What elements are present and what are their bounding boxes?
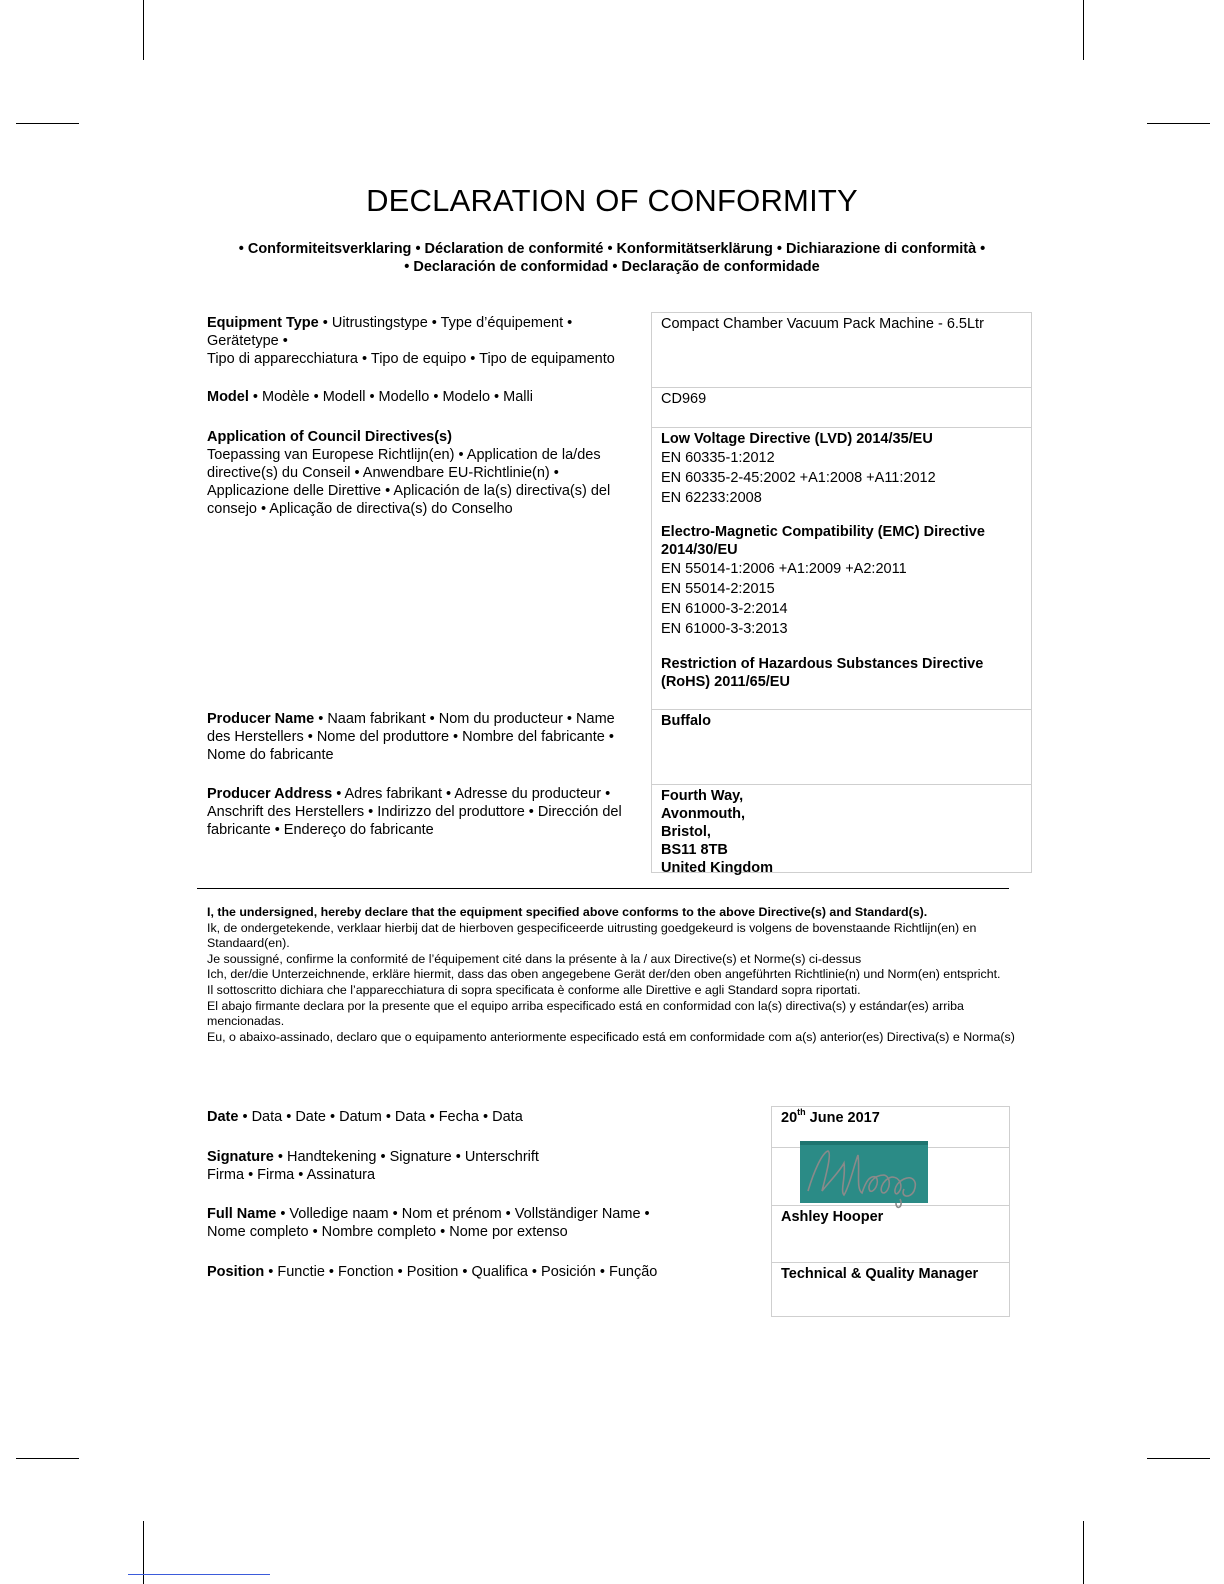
crop-mark [143,0,144,60]
crop-mark [16,1458,79,1459]
directives-value [651,427,1032,709]
standard: EN 55014-2:2015 [661,581,775,597]
subtitle-line: • Declaración de conformidad • Declaração de conformidade [404,259,820,275]
address-line: Bristol, [661,824,711,840]
crop-mark [1147,123,1210,124]
address-line: Avonmouth, [661,806,746,822]
standard: EN 61000-3-2:2014 [661,601,788,617]
date-label: Date • Data • Date • Datum • Data • Fecha • Data [207,1109,523,1125]
declaration-paragraph: Ik, de ondergetekende, verklaar hierbij dat de hierboven gespecificeerde uitrusting goedgekeurd is volgens de bovenstaande Richtlijn(en) en Standaard(en). [207,920,977,951]
declaration-text [207,905,1022,1045]
position-label: Position • Functie • Fonction • Position • Qualifica • Posición • Função [207,1264,658,1280]
producer-name-label: Producer Name • Naam fabrikant • Nom du producteur • Name des Herstellers • Nome del produttore • Nombre del fabricante • Nome do fabricante [207,711,615,763]
directives-label: Application of Council Directives(s) Toepassing van Europese Richtlijn(en) • Application de la/des directive(s) du Conseil • Anwendbare EU-Richtlinie(n) • Applicazione delle Direttive • Aplicación de la(s) directiva(s) del consejo • Aplicação de directiva(s) do Conselho [207,429,611,517]
equipment-type-label: Equipment Type • Uitrustingstype • Type d’équipement • Gerätetype • Tipo di apparecchiatura • Tipo de equipo • Tipo de equipamento [207,315,615,367]
producer-address-label: Producer Address • Adres fabrikant • Adresse du producteur • Anschrift des Herstellers • Indirizzo del produttore • Dirección del fabricante • Endereço do fabricante [207,786,622,838]
crop-mark [1083,0,1084,60]
subtitle-line: • Conformiteitsverklaring • Déclaration de conformité • Konformitätserklärung • Dichiarazione di conformità • [238,241,986,257]
lvd-title: Low Voltage Directive (LVD) 2014/35/EU [661,431,933,447]
page-subtitle [190,240,1034,276]
crop-mark [1147,1458,1210,1459]
declaration-paragraph: Eu, o abaixo-assinado, declaro que o equipamento anteriormente especificado está em conformidade com a(s) anterior(es) Directiva(s) e Norma(s) [207,1029,1015,1044]
producer-name-value: Buffalo [651,709,1032,784]
standard: EN 60335-2-45:2002 +A1:2008 +A11:2012 [661,470,936,486]
page-title: DECLARATION OF CONFORMITY [366,183,858,218]
crop-mark [1083,1521,1084,1584]
equipment-type-value: Compact Chamber Vacuum Pack Machine - 6.5Ltr [651,312,1032,387]
section-divider [197,888,1009,889]
producer-address-value [651,784,1032,876]
address-line: BS11 8TB [661,842,728,858]
page-edge-line [128,1574,270,1575]
model-label: Model • Modèle • Modell • Modello • Modelo • Malli [207,389,533,405]
emc-title: Electro-Magnetic Compatibility (EMC) Directive 2014/30/EU [661,524,985,558]
position-value: Technical & Quality Manager [771,1262,1010,1317]
declaration-paragraph: El abajo firmante declara por la presente que el equipo arriba especificado está en conformidad con la(s) directiva(s) y estándar(es) arriba mencionadas. [207,998,964,1029]
standard: EN 62233:2008 [661,490,762,506]
address-line: Fourth Way, [661,788,744,804]
address-line: United Kingdom [661,860,773,876]
standard: EN 55014-1:2006 +A1:2009 +A2:2011 [661,561,907,577]
crop-mark [16,123,79,124]
signature-image [800,1141,928,1209]
date-value: 20th June 2017 [771,1106,1010,1147]
declaration-paragraph: Je soussigné, confirme la conformité de l’équipement cité dans la présente à la / aux Directive(s) et Norme(s) ci-dessus [207,951,862,966]
full-name-label: Full Name • Volledige naam • Nom et prénom • Vollständiger Name • Nome completo • Nombre completo • Nome por extenso [207,1206,650,1240]
standard: EN 61000-3-3:2013 [661,621,788,637]
full-name-value: Ashley Hooper [771,1205,1010,1262]
model-value: CD969 [651,387,1032,427]
rohs-title: Restriction of Hazardous Substances Directive (RoHS) 2011/65/EU [661,656,984,690]
declaration-paragraph: I, the undersigned, hereby declare that the equipment specified above conforms to the above Directive(s) and Standard(s). [207,905,928,919]
standard: EN 60335-1:2012 [661,450,775,466]
declaration-paragraph: Ich, der/die Unterzeichnende, erkläre hiermit, dass das oben angegebene Gerät der/den oben angeführten Richtlinie(n) und Norm(en) entspricht. [207,967,1001,982]
signature-label: Signature • Handtekening • Signature • Unterschrift Firma • Firma • Assinatura [207,1149,539,1183]
declaration-paragraph: Il sottoscritto dichiara che l’apparecchiatura di sopra specificata è conforme alle Direttive e agli Standard sopra riportati. [207,982,861,997]
